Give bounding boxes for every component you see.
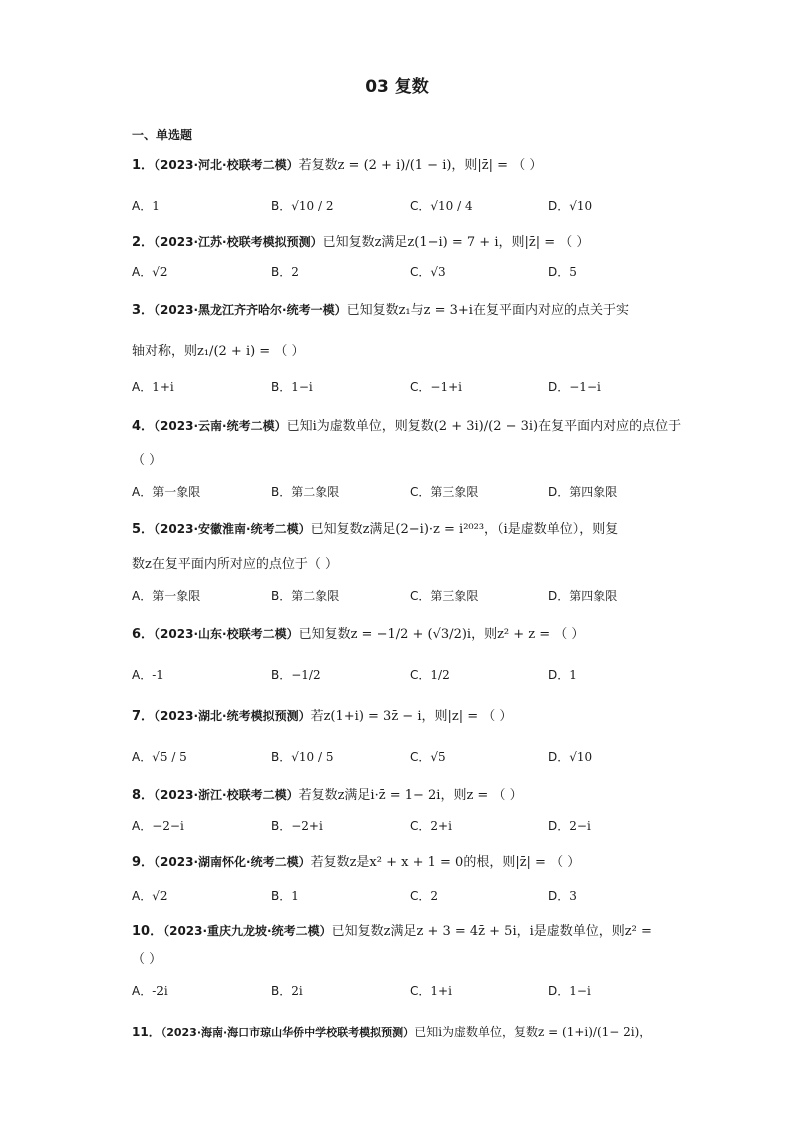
option-b: B．1 xyxy=(271,889,299,903)
options-8 xyxy=(132,817,672,837)
question-source: （2023·河北·校联考二模） xyxy=(154,158,299,172)
option-d: D．√10 xyxy=(548,750,593,764)
option-b: B．2 xyxy=(271,265,299,279)
option-c: C．√3 xyxy=(410,265,446,279)
question-text: 已知复数z = −1/2 + (√3/2)i，则z² + z = （ ） xyxy=(298,627,585,642)
question-2 xyxy=(132,232,672,253)
option-a: A．-2i xyxy=(132,984,168,998)
option-a: A．1+i xyxy=(132,380,174,394)
question-9 xyxy=(132,852,672,873)
question-number: 5． xyxy=(132,522,155,537)
question-text: 已知i为虚数单位，复数z = (1+i)/(1− 2i)， xyxy=(414,1025,652,1039)
question-4-line-2 xyxy=(132,451,672,471)
option-d: D．√10 xyxy=(548,199,593,213)
option-c: C．1/2 xyxy=(410,668,450,682)
question-text: 数z在复平面内所对应的点位于（ ） xyxy=(132,557,338,572)
section-heading: 一、单选题 xyxy=(132,128,193,142)
options-9 xyxy=(132,887,672,907)
option-c: C．1+i xyxy=(410,984,452,998)
question-number: 11． xyxy=(132,1025,161,1039)
option-a: A．1 xyxy=(132,199,160,213)
question-5 xyxy=(132,519,672,540)
option-b: B．√10 / 2 xyxy=(271,199,334,213)
options-10 xyxy=(132,982,672,1002)
option-a: A．第一象限 xyxy=(132,589,201,603)
option-c: C．第三象限 xyxy=(410,589,479,603)
question-number: 8． xyxy=(132,788,155,803)
question-text: （ ） xyxy=(132,952,163,967)
option-c: C．−1+i xyxy=(410,380,462,394)
question-number: 2． xyxy=(132,235,155,250)
option-b: B．−1/2 xyxy=(271,668,321,682)
option-b: B．第二象限 xyxy=(271,589,340,603)
option-d: D．−1−i xyxy=(548,380,601,394)
options-7 xyxy=(132,748,672,768)
question-text: 已知复数z满足z + 3 = 4z̄ + 5i，i是虚数单位，则z² = xyxy=(331,924,652,939)
option-c: C．2+i xyxy=(410,819,452,833)
options-1 xyxy=(132,197,672,217)
question-11 xyxy=(132,1022,672,1043)
option-c: C．2 xyxy=(410,889,439,903)
option-b: B．1−i xyxy=(271,380,313,394)
question-5-line-2 xyxy=(132,555,672,575)
question-number: 7． xyxy=(132,709,155,724)
question-3 xyxy=(132,300,672,321)
option-d: D．2−i xyxy=(548,819,591,833)
option-c: C．√5 xyxy=(410,750,446,764)
question-number: 1． xyxy=(132,158,155,173)
question-text: 已知复数z₁与z = 3+i在复平面内对应的点关于实 xyxy=(346,303,629,318)
question-source: （2023·重庆九龙坡·统考二模） xyxy=(163,924,332,938)
option-c: C．第三象限 xyxy=(410,485,479,499)
question-source: （2023·云南·统考二模） xyxy=(154,419,287,433)
question-10 xyxy=(132,921,672,942)
question-text: 若复数z = (2 + i)/(1 − i)，则|z̄| = （ ） xyxy=(298,158,543,173)
option-d: D．1 xyxy=(548,668,577,682)
question-number: 10． xyxy=(132,924,164,939)
option-b: B．−2+i xyxy=(271,819,323,833)
options-6 xyxy=(132,666,672,686)
question-number: 9． xyxy=(132,855,155,870)
option-d: D．第四象限 xyxy=(548,485,618,499)
option-a: A．√5 / 5 xyxy=(132,750,187,764)
option-b: B．√10 / 5 xyxy=(271,750,334,764)
question-8 xyxy=(132,785,672,806)
question-source: （2023·安徽淮南·统考二模） xyxy=(154,522,311,536)
option-a: A．√2 xyxy=(132,889,168,903)
question-source: （2023·湖南怀化·统考二模） xyxy=(154,855,311,869)
question-1 xyxy=(132,155,672,176)
option-d: D．3 xyxy=(548,889,577,903)
question-source: （2023·海南·海口市琼山华侨中学校联考模拟预测） xyxy=(160,1026,415,1039)
question-3-line-2 xyxy=(132,342,672,362)
question-text: 若复数z是x² + x + 1 = 0的根，则|z̄| = （ ） xyxy=(310,855,581,870)
question-source: （2023·浙江·校联考二模） xyxy=(154,788,299,802)
option-b: B．2i xyxy=(271,984,303,998)
option-c: C．√10 / 4 xyxy=(410,199,473,213)
question-7 xyxy=(132,706,672,727)
option-d: D．第四象限 xyxy=(548,589,618,603)
question-number: 6． xyxy=(132,627,155,642)
question-text: 若z(1+i) = 3z̄ − i，则|z| = （ ） xyxy=(310,709,513,724)
options-5 xyxy=(132,587,672,607)
page-title: 03 复数 xyxy=(365,77,429,97)
option-d: D．5 xyxy=(548,265,577,279)
question-10-line-2 xyxy=(132,950,672,970)
question-text: 轴对称，则z₁/(2 + i) = （ ） xyxy=(132,344,305,359)
question-4 xyxy=(132,416,682,437)
question-number: 4． xyxy=(132,419,155,434)
options-4 xyxy=(132,483,672,503)
option-a: A．−2−i xyxy=(132,819,184,833)
question-text: 已知复数z满足z(1−i) = 7 + i，则|z̄| = （ ） xyxy=(322,235,590,250)
option-a: A．-1 xyxy=(132,668,164,682)
question-text: 若复数z满足i·z̄ = 1− 2i，则z = （ ） xyxy=(298,788,523,803)
option-d: D．1−i xyxy=(548,984,591,998)
question-text: 已知复数z满足(2−i)·z = i²⁰²³，（i是虚数单位），则复 xyxy=(310,522,619,537)
option-b: B．第二象限 xyxy=(271,485,340,499)
question-6 xyxy=(132,624,672,645)
question-number: 3． xyxy=(132,303,155,318)
question-source: （2023·山东·校联考二模） xyxy=(154,627,299,641)
question-text: 已知i为虚数单位，则复数(2 + 3i)/(2 − 3i)在复平面内对应的点位于 xyxy=(286,419,682,434)
question-source: （2023·黑龙江齐齐哈尔·统考一模） xyxy=(154,303,347,317)
options-3 xyxy=(132,378,672,398)
question-source: （2023·江苏·校联考模拟预测） xyxy=(154,235,323,249)
option-a: A．√2 xyxy=(132,265,168,279)
option-a: A．第一象限 xyxy=(132,485,201,499)
question-text: （ ） xyxy=(132,453,163,468)
question-source: （2023·湖北·统考模拟预测） xyxy=(154,709,311,723)
options-2 xyxy=(132,263,672,283)
